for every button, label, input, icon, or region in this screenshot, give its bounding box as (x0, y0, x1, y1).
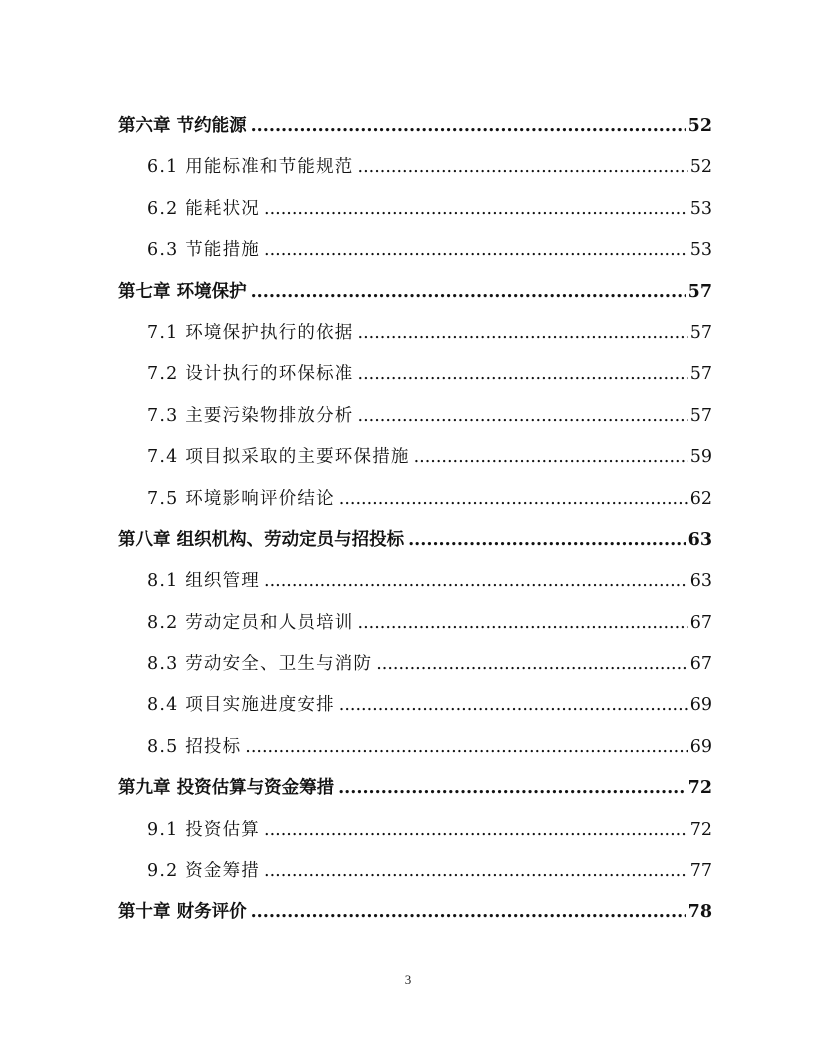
toc-entry-page: 67 (689, 612, 712, 633)
toc-entry-page: 57 (687, 281, 712, 302)
toc-entry-title: 7.1 环境保护执行的依据 (147, 322, 354, 343)
dot-leader (264, 851, 688, 892)
toc-entry-page: 77 (689, 861, 712, 882)
toc-entry-page: 53 (689, 240, 712, 261)
dot-leader (339, 685, 688, 726)
toc-entry-page: 62 (689, 488, 712, 509)
toc-entry-page: 63 (689, 571, 712, 592)
toc-entry[interactable] (118, 189, 712, 230)
toc-entry-page: 57 (689, 405, 712, 426)
toc-entry-page: 78 (687, 902, 712, 923)
dot-leader (338, 768, 686, 809)
toc-entry[interactable] (118, 272, 712, 313)
toc-entry-page: 53 (689, 198, 712, 219)
toc-entry[interactable] (118, 437, 712, 478)
dot-leader (264, 230, 688, 271)
table-of-contents (118, 106, 712, 934)
dot-leader (264, 810, 688, 851)
toc-entry-title: 第七章 环境保护 (118, 281, 247, 302)
toc-entry-title: 第九章 投资估算与资金筹措 (118, 778, 335, 799)
toc-entry-page: 69 (689, 736, 712, 757)
toc-entry[interactable] (118, 768, 712, 809)
toc-entry-page: 63 (687, 529, 712, 550)
dot-leader (264, 189, 688, 230)
toc-entry[interactable] (118, 603, 712, 644)
toc-entry-page: 59 (689, 447, 712, 468)
toc-entry[interactable] (118, 230, 712, 271)
toc-entry-title: 6.1 用能标准和节能规范 (147, 157, 354, 178)
toc-entry-title: 8.2 劳动定员和人员培训 (147, 612, 354, 633)
dot-leader (358, 603, 688, 644)
toc-entry-page: 52 (689, 157, 712, 178)
page-number: 3 (404, 972, 412, 987)
toc-entry-page: 72 (687, 778, 712, 799)
toc-entry-title: 8.1 组织管理 (147, 571, 260, 592)
toc-entry[interactable] (118, 810, 712, 851)
toc-entry-title: 7.4 项目拟采取的主要环保措施 (147, 447, 410, 468)
dot-leader (358, 354, 688, 395)
toc-entry-title: 7.5 环境影响评价结论 (147, 488, 335, 509)
toc-entry[interactable] (118, 685, 712, 726)
toc-entry[interactable] (118, 147, 712, 188)
toc-entry[interactable] (118, 354, 712, 395)
toc-entry-page: 52 (687, 116, 712, 136)
dot-leader (339, 479, 688, 520)
toc-entry-page: 67 (689, 654, 712, 675)
toc-entry[interactable] (118, 644, 712, 685)
dot-leader (245, 727, 687, 768)
toc-entry[interactable] (118, 479, 712, 520)
toc-entry-title: 7.3 主要污染物排放分析 (147, 405, 354, 426)
toc-entry-title: 第十章 财务评价 (118, 902, 247, 923)
dot-leader (358, 147, 688, 188)
dot-leader (408, 520, 686, 561)
dot-leader (414, 437, 688, 478)
toc-entry-page: 69 (689, 695, 712, 716)
toc-entry[interactable] (118, 727, 712, 768)
toc-entry[interactable] (118, 892, 712, 933)
toc-entry-title: 9.2 资金筹措 (147, 861, 260, 882)
toc-entry[interactable] (118, 851, 712, 892)
dot-leader (358, 396, 688, 437)
toc-entry[interactable] (118, 396, 712, 437)
toc-entry-title: 7.2 设计执行的环保标准 (147, 364, 354, 385)
toc-entry-page: 72 (689, 819, 712, 840)
toc-entry-title: 8.3 劳动安全、卫生与消防 (147, 654, 373, 675)
dot-leader (251, 106, 686, 147)
toc-entry-title: 第八章 组织机构、劳动定员与招投标 (118, 529, 405, 550)
toc-entry-title: 9.1 投资估算 (147, 819, 260, 840)
dot-leader (376, 644, 688, 685)
dot-leader (264, 561, 688, 602)
toc-entry[interactable] (118, 561, 712, 602)
dot-leader (251, 272, 686, 313)
toc-entry-title: 8.5 招投标 (147, 736, 242, 757)
toc-entry-title: 第六章 节约能源 (118, 116, 247, 136)
toc-entry-page: 57 (689, 364, 712, 385)
toc-entry-title: 6.3 节能措施 (147, 240, 260, 261)
toc-entry-title: 8.4 项目实施进度安排 (147, 695, 335, 716)
toc-entry[interactable] (118, 106, 712, 147)
toc-entry[interactable] (118, 313, 712, 354)
dot-leader (358, 313, 688, 354)
toc-entry[interactable] (118, 520, 712, 561)
dot-leader (251, 892, 686, 933)
toc-entry-title: 6.2 能耗状况 (147, 198, 260, 219)
toc-entry-page: 57 (689, 322, 712, 343)
